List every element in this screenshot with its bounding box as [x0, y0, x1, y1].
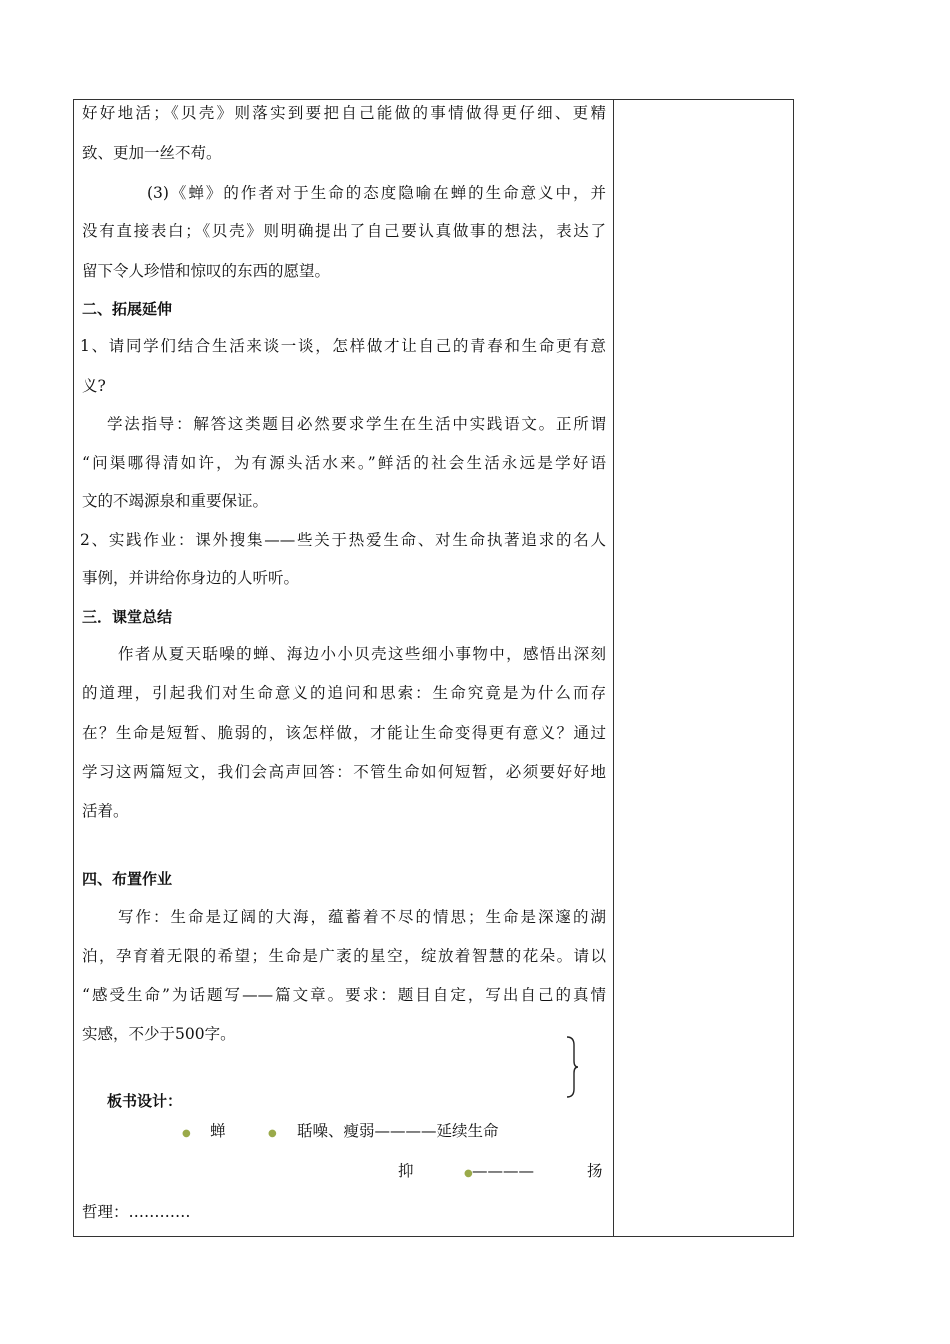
text-line: 实感，不少于500字。: [82, 1025, 236, 1043]
column-divider: [613, 99, 614, 1237]
text-line: 义?: [82, 377, 106, 395]
board-suppress: 抑: [398, 1162, 414, 1180]
text-line: 活着。: [82, 802, 129, 820]
board-label: 板书设计：: [107, 1092, 183, 1110]
section-heading-summary: 三．课堂总结: [82, 608, 173, 626]
text-line: 2、实践作业：课外搜集——些关于热爱生命、对生命执著追求的名人: [80, 531, 606, 549]
text-line: 泊，孕育着无限的希望；生命是广袤的星空，绽放着智慧的花朵。请以: [82, 947, 606, 965]
text-line: 在？生命是短暂、脆弱的，该怎样做，才能让生命变得更有意义？通过: [82, 724, 606, 742]
board-row2-dashes: ————: [472, 1162, 534, 1180]
text-line: (3)《蝉》的作者对于生命的态度隐喻在蝉的生命意义中，并: [147, 184, 606, 202]
text-line: 1、请同学们结合生活来谈一谈，怎样做才让自己的青春和生命更有意: [80, 337, 606, 355]
board-philosophy: 哲理：…………: [82, 1203, 191, 1221]
text-line: 没有直接表白；《贝壳》则明确提出了自己要认真做事的想法，表达了: [82, 222, 606, 240]
text-line: 事例，并讲给你身边的人听听。: [82, 569, 300, 587]
board-dot: ●: [464, 1168, 473, 1179]
text-line: 文的不竭源泉和重要保证。: [82, 492, 269, 510]
text-line: 好好地活；《贝壳》则落实到要把自己能做的事情做得更仔细、更精: [82, 104, 606, 122]
text-line: “感受生命”为话题写——篇文章。要求：题目自定，写出自己的真情: [82, 986, 606, 1004]
board-row1-text: 聒噪、瘦弱————延续生命: [297, 1122, 499, 1140]
section-heading-homework: 四、布置作业: [82, 870, 173, 888]
board-dot: ●: [268, 1128, 277, 1139]
text-line: 写作：生命是辽阔的大海，蕴蓄着不尽的情思；生命是深邃的湖: [118, 908, 606, 926]
board-praise: 扬: [587, 1162, 603, 1180]
section-heading-extension: 二、拓展延伸: [82, 300, 173, 318]
text-line: “问渠哪得清如许，为有源头活水来。”鲜活的社会生活永远是学好语: [82, 454, 606, 472]
text-line: 致、更加一丝不苟。: [82, 144, 222, 162]
board-dot: ●: [182, 1128, 191, 1139]
text-line: 学习这两篇短文，我们会高声回答：不管生命如何短暂，必须要好好地: [82, 763, 606, 781]
text-line: 学法指导：解答这类题目必然要求学生在生活中实践语文。正所谓: [107, 415, 606, 433]
text-line: 作者从夏天聒噪的蝉、海边小小贝壳这些细小事物中，感悟出深刻: [118, 645, 606, 663]
text-line: 留下令人珍惜和惊叹的东西的愿望。: [82, 262, 331, 280]
board-cicada: 蝉: [210, 1122, 226, 1140]
curly-brace-icon: [565, 1035, 579, 1099]
text-line: 的道理，引起我们对生命意义的追问和思索：生命究竟是为什么而存: [82, 684, 606, 702]
